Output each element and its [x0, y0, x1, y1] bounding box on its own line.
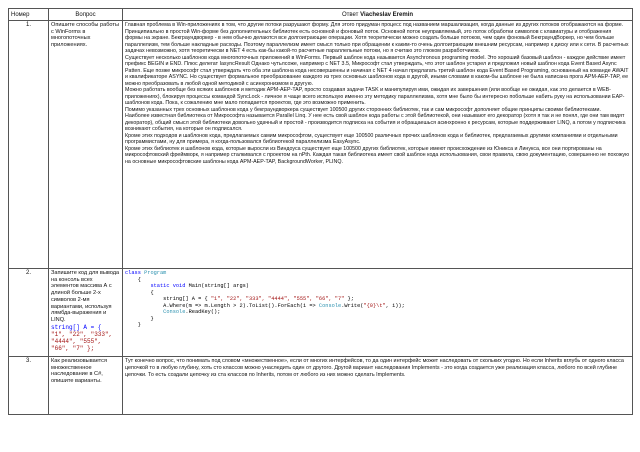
code-string: "{0}\t"	[363, 302, 386, 309]
code-class-name: Console	[318, 302, 342, 309]
row-question: Опишите способы работы с WinForms в многопоточных приложениях.	[49, 21, 123, 269]
header-answer-author: Viacheslav Eremin	[360, 12, 413, 18]
code-text: string[] A = {	[163, 296, 211, 302]
code-brace: {	[137, 276, 141, 283]
code-block	[123, 269, 633, 357]
code-text: };	[344, 296, 354, 302]
header-number: Номер	[9, 9, 49, 21]
answer-paragraph: Существует несколько шаблонов кода многопоточных приложений в WinForms. Первый шаблон кода называется Asynchronous programing model. Это хороший базовый шаблон - каждое действие имеет префикс BEGIN и END. Плюс делегат IasyncResult Однако чутьлсоже, например с NET 3.5, Микрософт стал утверждать, что этот шаблон устарел и предложил новый шаблон кода Event Based Async Patten. Еще позже микрософт стал утверждать что оба эти шаблона кода несовершенны и начиная с NET 4 начал предлагать третий шаблон кода Event Based Programing, основанный на команде AWAIT и квалификаторе ASYNC. Но существует формальное преобразование каждого из трех основных шаблонов кода в другой, иными словами в каком-бы шаблоне не была написана прога APM-AEP-TAP, ее можно преобразовать в любой одной методикой с асинхронизмом в другую.	[125, 54, 629, 87]
code-text: .Write(	[341, 302, 364, 309]
answer-paragraph: Наиболее известная библиотека от Микрософта называется Parallel Linq. У нее есть свой шаблон кода работы с этой библиотекой, они называют его декоратор (хотя я так и не понял, где они там видят декоратор), общий смысл этой библиотеки довольно удачный и простой - производится подписка на события и обращаешься асинхронно к ресурсам, которые поддерживают LINQ, а потом у подписчика возникают события, на которые он подписался.	[125, 113, 626, 132]
question-code-line: "4444", "555",	[51, 337, 102, 345]
table-row	[9, 357, 633, 415]
code-brace: {	[150, 289, 154, 296]
code-text: A.Where(m => m.Length > 2).ToList().ForEach(i =>	[163, 302, 319, 309]
code-text: , i));	[385, 302, 405, 309]
table-row	[9, 21, 633, 269]
question-text: Запишите код для вывода на консоль всех элементов массива А с длиной больше 2-х символов 2-мя вариантами, используя лямбда-выражения и LINQ.	[51, 270, 120, 323]
row-answer: Тут конечно вопрос, что понимать под словом «множественное», если от многих интерфейсов, то да один интерфейс может наследовать от скольких угодно. Но если Inherits вглубь от одного класса цепочкой то в любую глубину, хоть сто классов можно унаследить один от другого. Другой вариант наследования Implements - это когда создается уже реализация класса, любого по всей глубине цепочки. То есть создали цепочку из ста классов по Inherits, потом от любого из них можно сделать Implements.	[123, 357, 633, 415]
row-number: 2.	[9, 269, 49, 357]
question-code	[51, 324, 120, 352]
code-brace: }	[137, 322, 141, 328]
code-keyword: static void	[150, 283, 186, 289]
header-answer-prefix: Ответ	[341, 12, 361, 18]
answer-paragraph: Кроме этих подходов и шаблонов кода, предлагаемых самим микрософтом, существует еще 100500 различных прочих шаблонов кода и библиотек, предлагаемых другими компаниями и отдельными программистами, ну для примера, я когда-пользовался библиотекой параллелизма EasyAsync.	[125, 132, 618, 145]
answer-paragraph: Помимо указанных трех основных шаблонов кода у бекграундворкера существует 100500 других сторонних библиотек, так и сам микрософт дополняет общие принципы своими библиотеками.	[125, 106, 601, 113]
code-text: Main(string[] args)	[188, 283, 249, 289]
row-answer	[123, 21, 633, 269]
table-row	[9, 269, 633, 357]
header-question: Вопрос	[49, 9, 123, 21]
answer-paragraph: Кроме этих библиотек и шаблонов кода, которые выросли из Виндоуса существует еще 100500 других библиотек, которые имеют происхождение из Юникса и Линукса, все они портированы на микрософтовский фреймворк, я например сталкивался с проектом на nPth. Каждая такая библиотека имеет свой шаблон кода использования, свои правила, свою документацию, совершенно не похожую на основные микрософтовские шаблоны кода APM-AEP-TAP, BackgroundWorker, PLINQ.	[125, 145, 630, 165]
code-class-name: Program	[144, 270, 167, 276]
qa-table	[8, 8, 633, 415]
code-line	[125, 322, 630, 329]
row-number: 1.	[9, 21, 49, 269]
answer-paragraph: Главная проблема в Win-приложениях в том, что другие потоки разрушают форму. Для этого придуман процесс под названием маршализация, когда данные из других потоков отображаются на форме. Принципиально в простой Win-форме без дополнительных библиотек есть основной и фоновый поток. Основной поток неуправляемый, это поток обработки символов с клавиатуры и отображения формы на экране. Бекграундворкер - в нем обычно делаются все долгоиграющие операции. Хотя теоретически можно создать больше потоков, чем один фоновый БекграундВоркер, но чем больше параллелизм, тем больше накладные расходы. Поэтому параллелизм имеет смысл только при обращении к каким-то очень долгоиграющим внешним ресурсам, например к диску или к сети. В расчетных задачах невозможно, хотя теоретически в NET 4 есть как-бы какой-то расчетные параллельные потоки, но я считаю это глюком разработчиков.	[125, 22, 629, 54]
code-text: .ReadKey();	[185, 309, 221, 315]
code-class-name: Console	[163, 309, 186, 315]
question-code-line: "1", "22", "333",	[51, 330, 113, 338]
row-question	[49, 269, 123, 357]
code-keyword: class	[125, 270, 141, 276]
row-question: Как реализовывается множественное наследование в С#, опишите варианты.	[49, 357, 123, 415]
answer-paragraph: Можно работать вообще без всяких шаблонов и методик APM-AEP-TAP, просто создавая задачи TASK и манипулируя ими, ожидая их завершения (или вообще не ожидая, как это делается в WEB-приложениях), блокируя процессы командой SyncLock - личное я чаще всего использую именно эту методику параллелизма, хотя мне было бы интересно побольше набить руку на использовании EAP-шаблонов кода. Пока, к сожалению мне мало попадается проектов, где это возможно применить.	[125, 87, 625, 106]
code-brace: }	[150, 315, 154, 322]
table-header-row	[9, 9, 633, 21]
row-number: 3.	[9, 357, 49, 415]
header-answer	[123, 9, 633, 21]
code-string: "1", "22", "333", "4444", "555", "66", "7"	[210, 296, 345, 302]
question-code-line: "66", "7" };	[51, 344, 95, 352]
question-code-line: string[] A = {	[51, 323, 102, 331]
